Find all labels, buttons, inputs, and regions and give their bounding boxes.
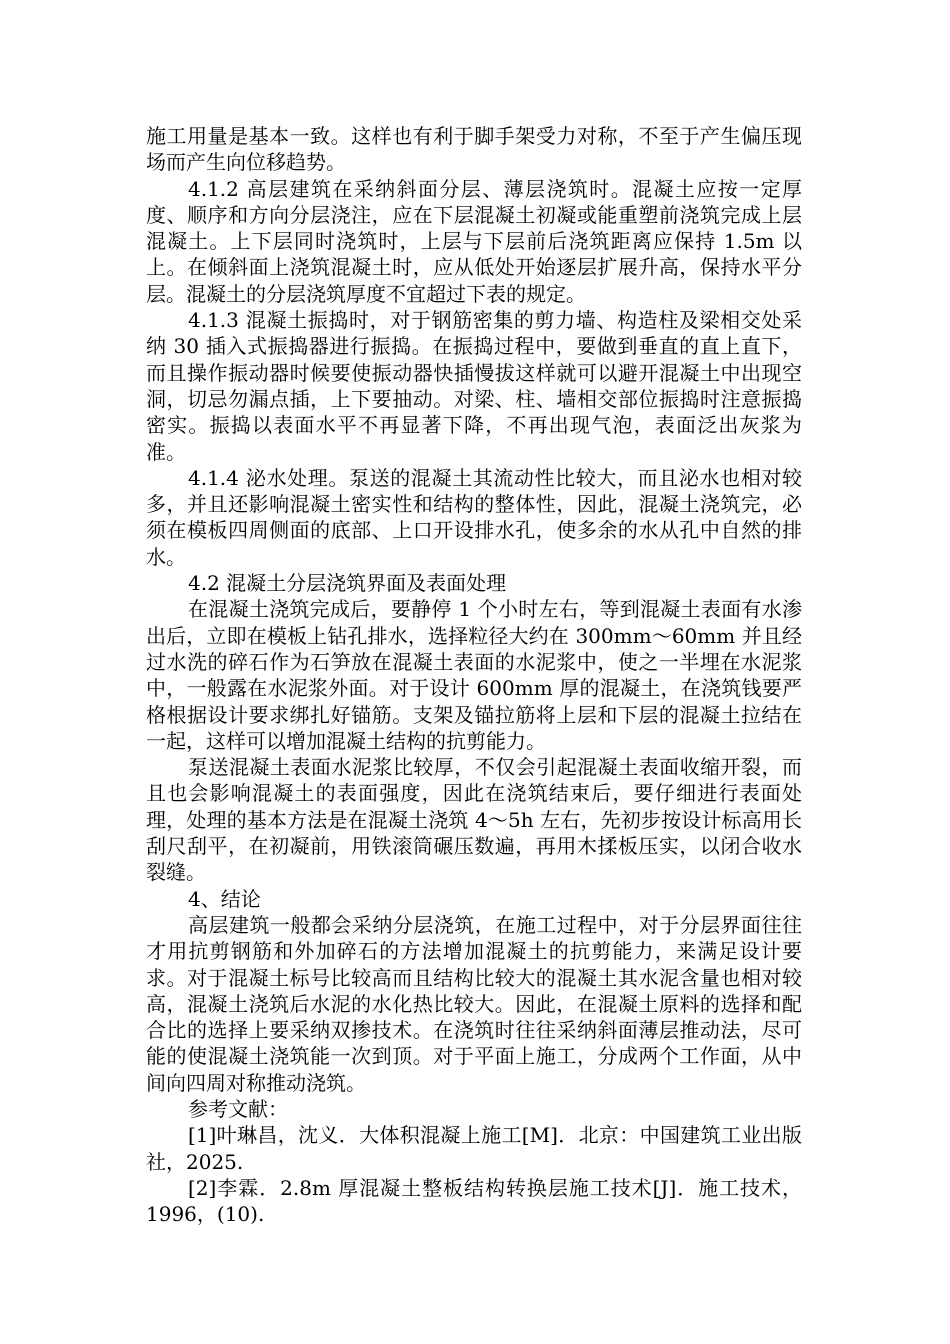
- paragraph-4-1-4: 4.1.4 泌水处理。泵送的混凝土其流动性比较大，而且泌水也相对较多，并且还影响混凝土密实性和结构的整体性，因此，混凝土浇筑完，必须在模板四周侧面的底部、上口开设排水孔，使多余的水从孔中自然的排水。: [146, 465, 802, 569]
- reference-item-1: [1]叶琳昌，沈义．大体积混凝上施工[M]．北京：中国建筑工业出版社，2025.: [146, 1123, 802, 1174]
- references-heading: 参考文献：: [188, 1096, 288, 1121]
- document-page: [146, 123, 802, 1227]
- section-heading-4-2: 4.2 混凝土分层浇筑界面及表面处理: [188, 571, 507, 596]
- paragraph-4-1-3: 4.1.3 混凝土振捣时，对于钢筋密集的剪力墙、构造柱及梁相交处采纳 30 插入式振捣器进行振捣。在振捣过程中，要做到垂直的直上直下，而且操作振动器时候要使振动器快插慢拔这样就可以避开混凝土中出现空洞，切忌勿漏点插，上下要抽动。对梁、柱、墙相交部位振捣时注意振捣密实。振捣以表面水平不再显著下降，不再出现气泡，表面泛出灰浆为准。: [146, 308, 802, 464]
- paragraph-4-2-body-1: 在混凝土浇筑完成后，要静停 1 个小时左右，等到混凝土表面有水渗出后，立即在模板上钻孔排水，选择粒径大约在 300mm～60mm 并且经过水洗的碎石作为石笋放在混凝土表面的水泥浆中，使之一半埋在水泥浆中，一般露在水泥浆外面。对于设计 600mm 厚的混凝土，在浇筑钱要严格根据设计要求绑扎好锚筋。支架及锚拉筋将上层和下层的混凝土拉结在一起，这样可以增加混凝土结构的抗剪能力。: [146, 597, 802, 753]
- paragraph-conclusion: 高层建筑一般都会采纳分层浇筑，在施工过程中，对于分层界面往往才用抗剪钢筋和外加碎石的方法增加混凝土的抗剪能力，来满足设计要求。对于混凝土标号比较高而且结构比较大的混凝土其水泥含量也相对较高，混凝土浇筑后水泥的水化热比较大。因此，在混凝土原料的选择和配合比的选择上要采纳双掺技术。在浇筑时往往采纳斜面薄层推动法，尽可能的使混凝土浇筑能一次到顶。对于平面上施工，分成两个工作面，从中间向四周对称推动浇筑。: [146, 912, 802, 1095]
- section-heading-conclusion: 4、结论: [188, 886, 261, 911]
- paragraph-continuation: 施工用量是基本一致。这样也有利于脚手架受力对称，不至于产生偏压现场而产生向位移趋势。: [146, 124, 802, 175]
- paragraph-4-2-body-2: 泵送混凝土表面水泥浆比较厚，不仅会引起混凝土表面收缩开裂，而且也会影响混凝土的表面强度，因此在浇筑结束后，要仔细进行表面处理，处理的基本方法是在混凝土浇筑 4～5h 左右，先初步按设计标高用长刮尺刮平，在初凝前，用铁滚筒碾压数遍，再用木揉板压实，以闭合收水裂缝。: [146, 755, 802, 885]
- reference-item-2: [2]李霖．2.8m 厚混凝土整板结构转换层施工技术[J]．施工技术，1996，(10).: [146, 1175, 802, 1227]
- paragraph-4-1-2: 4.1.2 高层建筑在采纳斜面分层、薄层浇筑时。混凝土应按一定厚度、顺序和方向分层浇注，应在下层混凝土初凝或能重塑前浇筑完成上层混凝土。上下层同时浇筑时，上层与下层前后浇筑距离应保持 1.5m 以上。在倾斜面上浇筑混凝土时，应从低处开始逐层扩展升高，保持水平分层。混凝土的分层浇筑厚度不宜超过下表的规定。: [146, 176, 802, 306]
